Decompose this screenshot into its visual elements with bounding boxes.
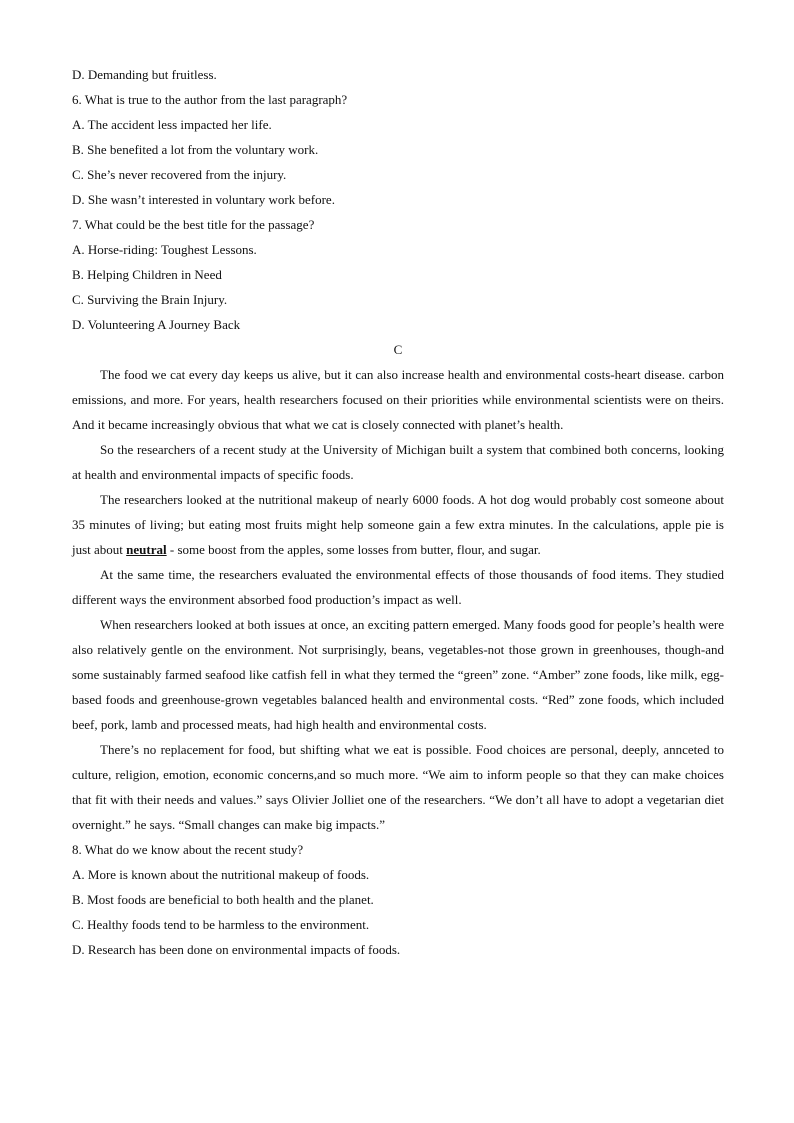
- paragraph-3: [72, 487, 724, 562]
- paragraph-3-text-end: - some boost from the apples, some losses from butter, flour, and sugar.: [166, 542, 541, 557]
- paragraph-5: When researchers looked at both issues at once, an exciting pattern emerged. Many foods good for people’s health were also relatively gentle on the environment. Not surprisingly, beans, vegetables-not those grown in greenhouses, though-and some sustainably farmed seafood like catfish fell in what they termed the “green” zone. “Amber” zone foods, like milk, egg-based foods and greenhouse-grown vegetables balanced health and environmental costs. “Red” zone foods, which included beef, pork, lamb and processed meats, had high health and environmental costs.: [72, 617, 724, 732]
- option-q6-a: A. The accident less impacted her life.: [72, 117, 272, 132]
- paragraph-4: At the same time, the researchers evaluated the environmental effects of those thousands of food items. They studied different ways the environment absorbed food production’s impact as well.: [72, 567, 724, 607]
- option-q7-d: D. Volunteering A Journey Back: [72, 317, 241, 332]
- option-q6-b: B. She benefited a lot from the voluntary work.: [72, 142, 319, 157]
- question-6: 6. What is true to the author from the last paragraph?: [72, 92, 348, 107]
- paragraph-2: So the researchers of a recent study at the University of Michigan built a system that combined both concerns, looking at health and environmental impacts of specific foods.: [72, 442, 724, 482]
- option-q7-b: B. Helping Children in Need: [72, 267, 222, 282]
- question-8: 8. What do we know about the recent study?: [72, 842, 304, 857]
- option-q8-b: B. Most foods are beneficial to both health and the planet.: [72, 892, 374, 907]
- paragraph-6: There’s no replacement for food, but shifting what we eat is possible. Food choices are personal, deeply, annceted to culture, religion, emotion, economic concerns,and so much more. “We aim to inform people so that they can make choices that fit with their needs and values.” says Olivier Jolliet one of the researchers. “We don’t all have to adopt a vegetarian diet overnight.” he says. “Small changes can make big impacts.”: [72, 742, 724, 832]
- option-q5-d: D. Demanding but fruitless.: [72, 67, 217, 82]
- option-q6-c: C. She’s never recovered from the injury.: [72, 167, 287, 182]
- paragraph-3-text-start: The researchers looked at the nutritional makeup of nearly 6000 foods. A hot dog would probably cost someone about 35 minutes of living; but eating most fruits might help someone gain a few extra minutes. In the calculations, apple pie is just about: [72, 492, 724, 557]
- option-q8-d: D. Research has been done on environmental impacts of foods.: [72, 942, 401, 957]
- option-q7-c: C. Surviving the Brain Injury.: [72, 292, 228, 307]
- paragraph-1: The food we cat every day keeps us alive, but it can also increase health and environmental costs-heart disease. carbon emissions, and more. For years, health researchers focused on their priorities while environmental scientists were on theirs. And it became increasingly obvious that what we cat is closely connected with planet’s health.: [72, 367, 724, 432]
- option-q6-d: D. She wasn’t interested in voluntary work before.: [72, 192, 335, 207]
- keyword-neutral: neutral: [126, 542, 167, 557]
- option-q8-c: C. Healthy foods tend to be harmless to the environment.: [72, 917, 370, 932]
- document-page: [72, 62, 724, 962]
- question-7: 7. What could be the best title for the passage?: [72, 217, 315, 232]
- option-q8-a: A. More is known about the nutritional makeup of foods.: [72, 867, 370, 882]
- option-q7-a: A. Horse-riding: Toughest Lessons.: [72, 242, 257, 257]
- section-heading: C: [393, 342, 403, 357]
